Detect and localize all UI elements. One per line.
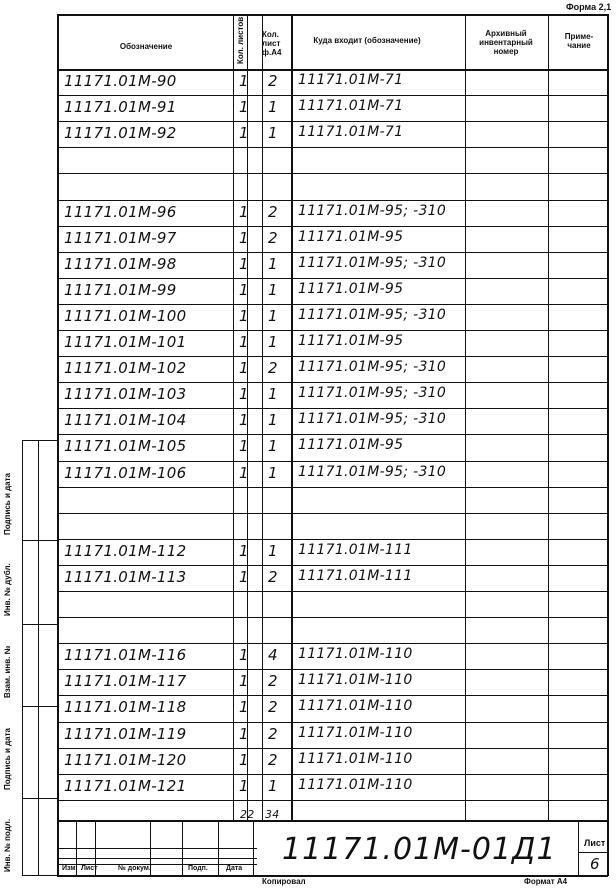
row-line-15 [57, 461, 608, 462]
row-oboz: 11171.01М-100 [64, 307, 187, 325]
row-kol-a4: 1 [268, 124, 278, 142]
tb-sheet-col [578, 820, 579, 876]
row-kuda: 11171.01М-95 [298, 229, 404, 245]
tb-row-1 [57, 848, 257, 849]
row-line-28 [57, 800, 608, 801]
row-kuda: 11171.01М-110 [298, 672, 413, 688]
row-line-3 [57, 147, 608, 148]
row-oboz: 11171.01М-120 [64, 751, 187, 769]
row-line-27 [57, 774, 608, 775]
row-kol-a4: 2 [268, 698, 278, 716]
side-label-inv-podl: Инв. № подл. [3, 818, 12, 872]
tb-sheet-row [578, 852, 608, 853]
row-kol-a4: 1 [268, 307, 278, 325]
row-oboz: 11171.01М-97 [64, 229, 177, 247]
row-line-17 [57, 513, 608, 514]
side-strip-bottom [22, 875, 57, 876]
row-kol-a4: 1 [268, 98, 278, 116]
row-oboz: 11171.01М-113 [64, 568, 187, 586]
row-line-24 [57, 695, 608, 696]
row-kuda: 11171.01М-110 [298, 751, 413, 767]
row-oboz: 11171.01М-116 [64, 646, 187, 664]
row-kuda: 11171.01М-111 [298, 542, 413, 558]
row-kol-listov: 1 [239, 281, 249, 299]
header-kol-listov: Кол. листов [236, 16, 245, 64]
row-kuda: 11171.01М-95; -310 [298, 359, 447, 375]
side-label-podpis-1: Подпись и дата [3, 473, 12, 535]
row-kol-listov: 1 [239, 124, 249, 142]
side-strip-sep-1 [22, 624, 57, 625]
footer-format: Формат А4 [524, 877, 568, 886]
side-strip-top [22, 440, 57, 441]
row-kol-listov: 1 [239, 464, 249, 482]
row-kol-a4: 2 [268, 229, 278, 247]
row-line-10 [57, 330, 608, 331]
header-arkh: Архивный инвентарный номер [479, 29, 533, 56]
header-kuda: Куда входит (обозначение) [313, 36, 421, 45]
row-kol-a4: 1 [268, 437, 278, 455]
row-kol-a4: 1 [268, 411, 278, 429]
row-kol-listov: 1 [239, 568, 249, 586]
row-kol-listov: 1 [239, 672, 249, 690]
tb-col-dokum: № докум. [118, 865, 151, 872]
row-kuda: 11171.01М-95; -310 [298, 203, 447, 219]
row-line-1 [57, 95, 608, 96]
row-kuda: 11171.01М-95; -310 [298, 307, 447, 323]
row-kol-listov: 1 [239, 333, 249, 351]
total-kol-a4: 34 [265, 808, 280, 821]
total-kol-listov: 22 [240, 808, 255, 821]
row-kol-a4: 1 [268, 385, 278, 403]
tb-col-4 [218, 820, 219, 876]
tb-col-0 [76, 820, 77, 876]
row-kuda: 11171.01М-95 [298, 333, 404, 349]
row-line-8 [57, 278, 608, 279]
row-kol-listov: 1 [239, 359, 249, 377]
col-line-2 [262, 14, 263, 820]
row-kol-a4: 2 [268, 725, 278, 743]
row-kol-listov: 1 [239, 542, 249, 560]
row-oboz: 11171.01М-121 [64, 777, 187, 795]
side-label-vzam-inv: Взам. инв. № [3, 645, 12, 698]
sheet-number: 6 [590, 855, 600, 873]
row-oboz: 11171.01М-102 [64, 359, 187, 377]
row-oboz: 11171.01М-103 [64, 385, 187, 403]
row-oboz: 11171.01М-91 [64, 98, 177, 116]
frame-left [57, 14, 59, 876]
tb-col-3 [182, 820, 183, 876]
header-bottom [57, 69, 608, 71]
row-line-16 [57, 487, 608, 488]
row-line-22 [57, 643, 608, 644]
row-kuda: 11171.01М-110 [298, 646, 413, 662]
row-kol-a4: 1 [268, 777, 278, 795]
row-oboz: 11171.01М-112 [64, 542, 187, 560]
row-kol-a4: 2 [268, 751, 278, 769]
col-line-4 [465, 14, 466, 820]
row-kol-a4: 1 [268, 464, 278, 482]
row-kuda: 11171.01М-95 [298, 281, 404, 297]
row-line-23 [57, 669, 608, 670]
row-oboz: 11171.01М-99 [64, 281, 177, 299]
row-kol-a4: 1 [268, 333, 278, 351]
row-line-12 [57, 382, 608, 383]
col-line-3 [291, 14, 293, 820]
tb-col-list: Лист [81, 865, 98, 872]
row-oboz: 11171.01М-104 [64, 411, 187, 429]
row-kol-listov: 1 [239, 751, 249, 769]
row-kol-listov: 1 [239, 229, 249, 247]
row-line-7 [57, 252, 608, 253]
row-line-9 [57, 304, 608, 305]
row-kol-a4: 2 [268, 568, 278, 586]
col-line-5 [548, 14, 549, 820]
row-line-6 [57, 226, 608, 227]
side-strip-sep-3 [22, 798, 57, 799]
row-line-26 [57, 748, 608, 749]
row-kol-listov: 1 [239, 437, 249, 455]
row-kuda: 11171.01М-95; -310 [298, 464, 447, 480]
row-kol-a4: 4 [268, 646, 278, 664]
side-label-podpis-2: Подпись и дата [3, 728, 12, 790]
row-oboz: 11171.01М-118 [64, 698, 187, 716]
row-line-20 [57, 591, 608, 592]
frame-top [57, 14, 608, 16]
row-kuda: 11171.01М-71 [298, 124, 404, 140]
row-kol-listov: 1 [239, 203, 249, 221]
row-oboz: 11171.01М-105 [64, 437, 187, 455]
row-line-11 [57, 356, 608, 357]
row-oboz: 11171.01М-117 [64, 672, 187, 690]
row-line-14 [57, 434, 608, 435]
row-kuda: 11171.01М-95; -310 [298, 385, 447, 401]
row-kol-listov: 1 [239, 777, 249, 795]
row-kuda: 11171.01М-111 [298, 568, 413, 584]
row-kuda: 11171.01М-95; -310 [298, 255, 447, 271]
row-kol-listov: 1 [239, 725, 249, 743]
row-kuda: 11171.01М-95 [298, 437, 404, 453]
footer-copied: Копировал [262, 877, 306, 886]
row-line-13 [57, 408, 608, 409]
row-oboz: 11171.01М-101 [64, 333, 187, 351]
header-oboz: Обозначение [119, 42, 173, 51]
row-oboz: 11171.01М-92 [64, 124, 177, 142]
row-kol-listov: 1 [239, 72, 249, 90]
row-kuda: 11171.01М-110 [298, 777, 413, 793]
document-code: 11171.01М-01Д1 [282, 832, 557, 867]
sheet-label: Лист [584, 838, 606, 848]
row-kuda: 11171.01М-110 [298, 698, 413, 714]
side-strip-sep-0 [22, 540, 57, 541]
col-line-0 [233, 14, 234, 820]
row-kol-listov: 1 [239, 307, 249, 325]
row-kol-listov: 1 [239, 698, 249, 716]
row-kol-a4: 1 [268, 255, 278, 273]
row-kuda: 11171.01М-110 [298, 725, 413, 741]
tb-col-5 [253, 820, 254, 876]
row-line-21 [57, 617, 608, 618]
row-line-4 [57, 173, 608, 174]
row-kuda: 11171.01М-71 [298, 72, 404, 88]
frame-right [607, 14, 609, 876]
row-kol-a4: 2 [268, 203, 278, 221]
row-kol-listov: 1 [239, 98, 249, 116]
side-strip-line [22, 440, 23, 876]
side-strip-inner [38, 440, 39, 876]
row-kol-listov: 1 [239, 411, 249, 429]
row-kol-a4: 2 [268, 359, 278, 377]
tb-row-2 [57, 858, 257, 859]
row-kuda: 11171.01М-95; -310 [298, 411, 447, 427]
side-strip-sep-2 [22, 706, 57, 707]
row-line-18 [57, 539, 608, 540]
tb-col-izm: Изм [62, 865, 76, 872]
tb-col-podp: Подп. [188, 865, 208, 872]
row-line-2 [57, 121, 608, 122]
tb-col-data: Дата [226, 865, 243, 872]
row-line-25 [57, 722, 608, 723]
row-line-5 [57, 200, 608, 201]
row-oboz: 11171.01М-119 [64, 725, 187, 743]
row-kol-a4: 1 [268, 542, 278, 560]
row-kol-listov: 1 [239, 255, 249, 273]
header-prim: Приме- чание [564, 32, 594, 50]
row-kol-listov: 1 [239, 646, 249, 664]
form-label: Форма 2,1 [566, 2, 612, 12]
row-oboz: 11171.01М-98 [64, 255, 177, 273]
row-kol-a4: 2 [268, 672, 278, 690]
row-oboz: 11171.01М-96 [64, 203, 177, 221]
row-kuda: 11171.01М-71 [298, 98, 404, 114]
row-line-19 [57, 565, 608, 566]
header-kol-list-a4: Кол. лист ф.А4 [262, 30, 282, 57]
row-oboz: 11171.01М-90 [64, 72, 177, 90]
table-bottom [57, 820, 608, 822]
row-oboz: 11171.01М-106 [64, 464, 187, 482]
side-label-inv-dubl: Инв. № дубл. [3, 563, 12, 616]
row-kol-a4: 1 [268, 281, 278, 299]
row-kol-listov: 1 [239, 385, 249, 403]
row-kol-a4: 2 [268, 72, 278, 90]
